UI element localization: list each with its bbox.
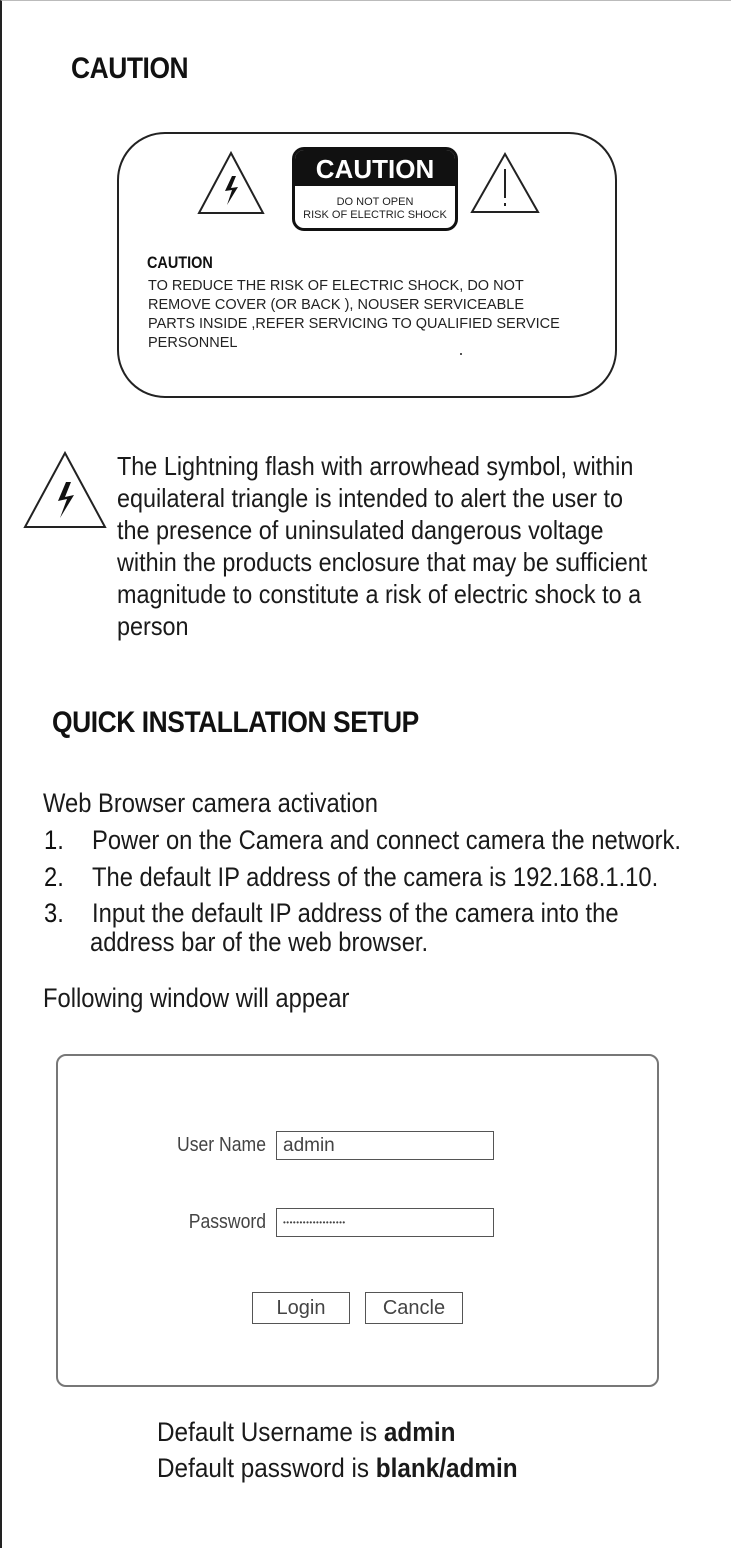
step-number: 3.	[44, 898, 64, 928]
default-username-value: admin	[383, 1417, 456, 1447]
caution-label-header: CAUTION	[295, 150, 455, 186]
step-text: Power on the Camera and connect camera the network.	[92, 825, 682, 855]
default-username-prefix: Default Username is	[157, 1417, 384, 1447]
lightning-triangle-icon	[196, 150, 266, 216]
caution-box-line: REMOVE COVER (OR BACK ), NOUSER SERVICEABLE	[148, 297, 525, 313]
step-number: 1.	[44, 825, 64, 855]
username-input[interactable]	[276, 1131, 494, 1160]
caution-box-line: PARTS INSIDE ,REFER SERVICING TO QUALIFIED SERVICE	[148, 316, 560, 332]
username-label: User Name	[176, 1134, 266, 1156]
caution-label-line: RISK OF ELECTRIC SHOCK	[303, 209, 447, 221]
notice-line: The Lightning flash with arrowhead symbol, within	[117, 451, 634, 481]
caution-box-text	[148, 277, 598, 353]
notice-line: magnitude to constitute a risk of electric shock to a	[117, 579, 642, 609]
caution-box-line: TO REDUCE THE RISK OF ELECTRIC SHOCK, DO NOT	[148, 278, 524, 294]
default-username-note	[157, 1417, 455, 1448]
default-password-prefix: Default password is	[157, 1453, 376, 1483]
intro-text: Web Browser camera activation	[43, 788, 378, 818]
step-number: 2.	[44, 862, 64, 892]
lightning-notice	[117, 450, 666, 642]
login-button[interactable]: Login	[252, 1292, 350, 1324]
notice-line: equilateral triangle is intended to alert the user to	[117, 483, 624, 513]
default-password-value: blank/admin	[375, 1453, 518, 1483]
default-password-note	[157, 1453, 518, 1484]
caution-box-title: CAUTION	[147, 253, 213, 272]
exclamation-triangle-icon	[469, 151, 541, 215]
quick-installation-heading: QUICK INSTALLATION SETUP	[52, 706, 419, 739]
caution-label-line: DO NOT OPEN	[336, 196, 414, 208]
step-text-continued: address bar of the web browser.	[90, 927, 429, 957]
caution-box-line: PERSONNEL	[148, 335, 238, 351]
password-label: Password	[188, 1211, 266, 1233]
caution-heading: CAUTION	[71, 52, 189, 85]
notice-line: person	[117, 611, 189, 641]
notice-line: within the products enclosure that may be sufficient	[117, 547, 648, 577]
cancel-button[interactable]: Cancle	[365, 1292, 463, 1324]
password-input[interactable]	[276, 1208, 494, 1237]
notice-line: the presence of uninsulated dangerous voltage	[117, 515, 604, 545]
step-text: The default IP address of the camera is 192.168.1.10.	[92, 862, 659, 892]
stray-dot	[460, 353, 462, 355]
following-text: Following window will appear	[43, 983, 350, 1013]
step-text: Input the default IP address of the camera into the	[92, 898, 619, 928]
caution-label	[292, 147, 458, 231]
lightning-warning-icon	[22, 450, 108, 530]
